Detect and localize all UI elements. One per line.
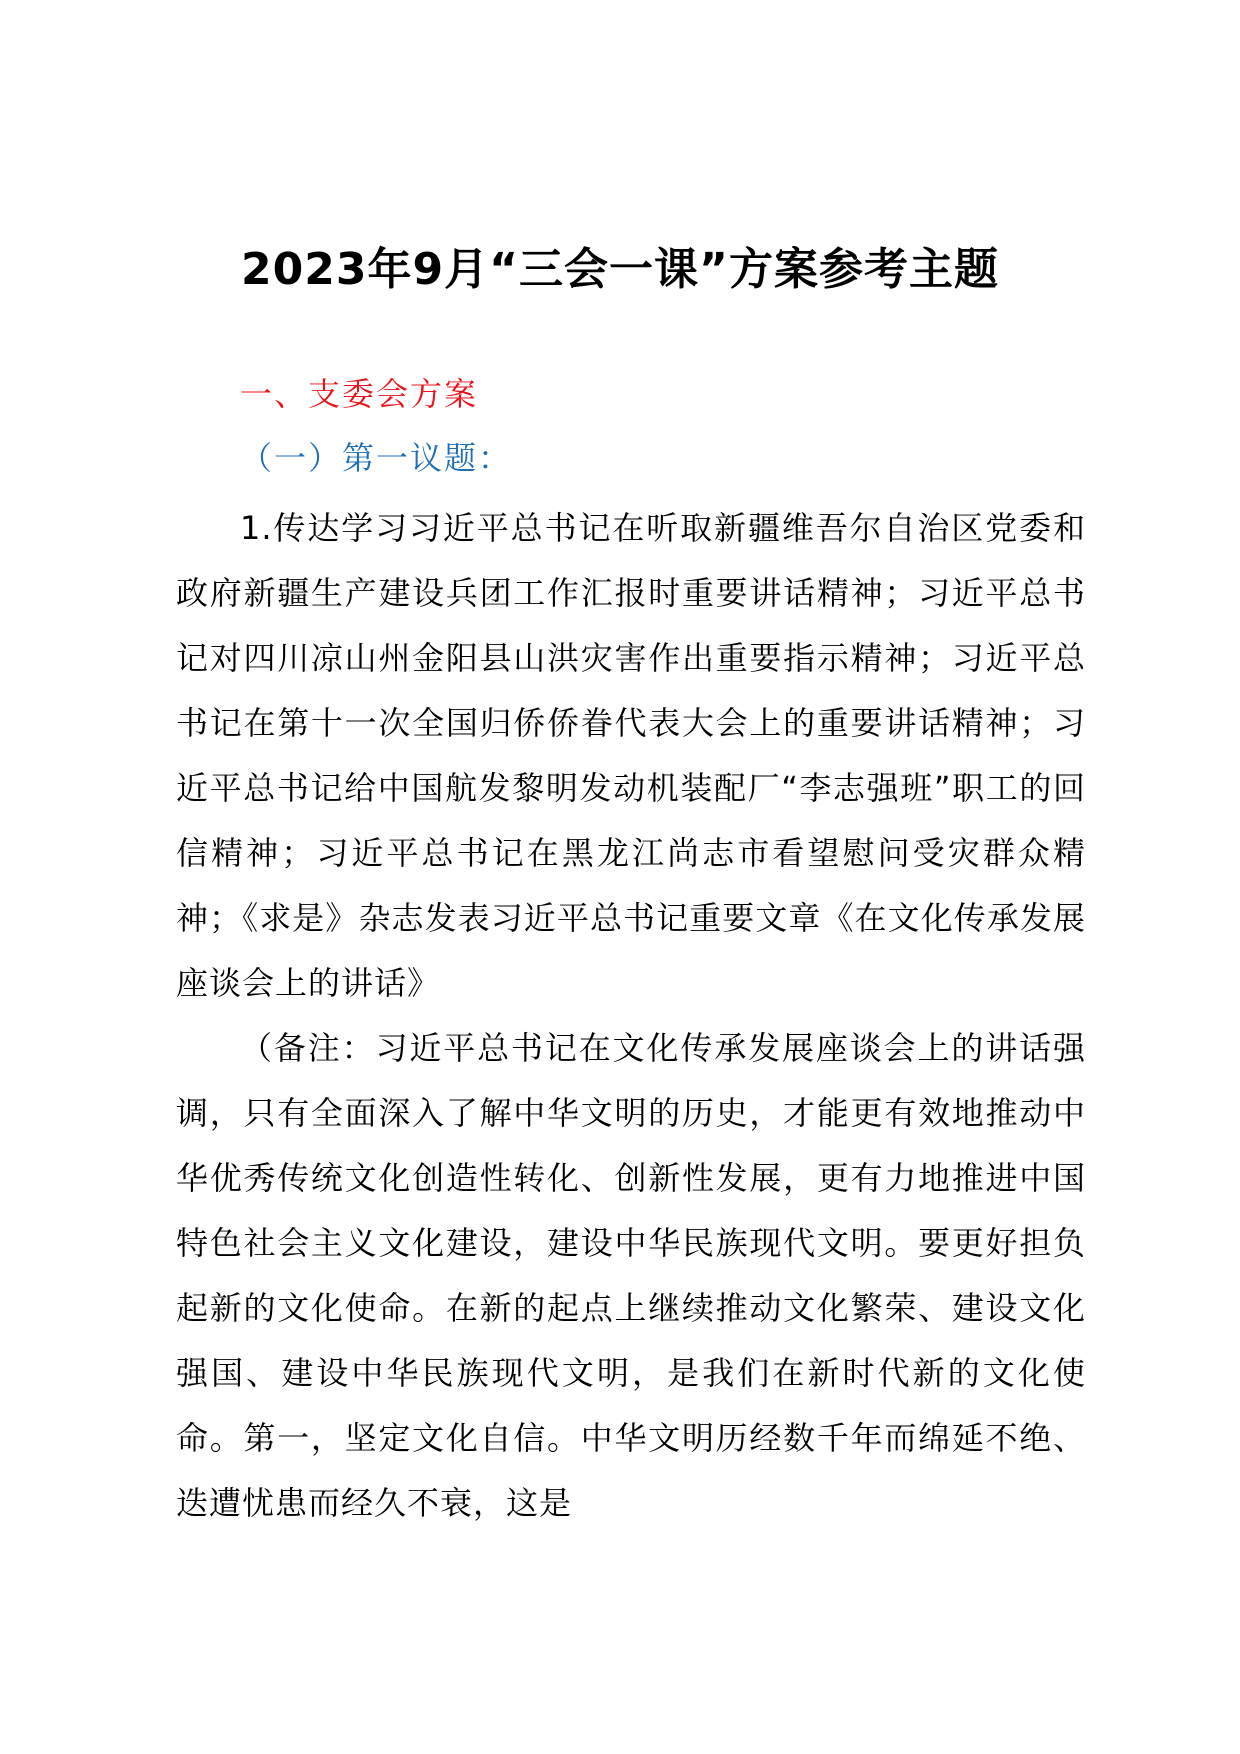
body-paragraph-1: 1.传达学习习近平总书记在听取新疆维吾尔自治区党委和政府新疆生产建设兵团工作汇报时重要讲话精神；习近平总书记对四川凉山州金阳县山洪灾害作出重要指示精神；习近平总书记在第十一次全国归侨侨眷代表大会上的重要讲话精神；习近平总书记给中国航发黎明发动机装配厂“李志强班”职工的回信精神；习近平总书记在黑龙江尚志市看望慰问受灾群众精神；《求是》杂志发表习近平总书记重要文章《在文化传承发展座谈会上的讲话》: [176, 509, 1086, 1002]
section-heading: 一、支委会方案: [240, 375, 479, 413]
subsection-heading: （一）第一议题：: [240, 439, 513, 477]
body-paragraph-2: （备注：习近平总书记在文化传承发展座谈会上的讲话强调，只有全面深入了解中华文明的历史，才能更有效地推动中华优秀传统文化创造性转化、创新性发展，更有力地推进中国特色社会主义文化建设，建设中华民族现代文明。要更好担负起新的文化使命。在新的起点上继续推动文化繁荣、建设文化强国、建设中华民族现代文明，是我们在新时代新的文化使命。第一，坚定文化自信。中华文明历经数千年而绵延不绝、迭遭忧患而经久不衰，这是: [176, 1029, 1086, 1522]
document-title: 2023年9月“三会一课”方案参考主题: [241, 244, 999, 295]
